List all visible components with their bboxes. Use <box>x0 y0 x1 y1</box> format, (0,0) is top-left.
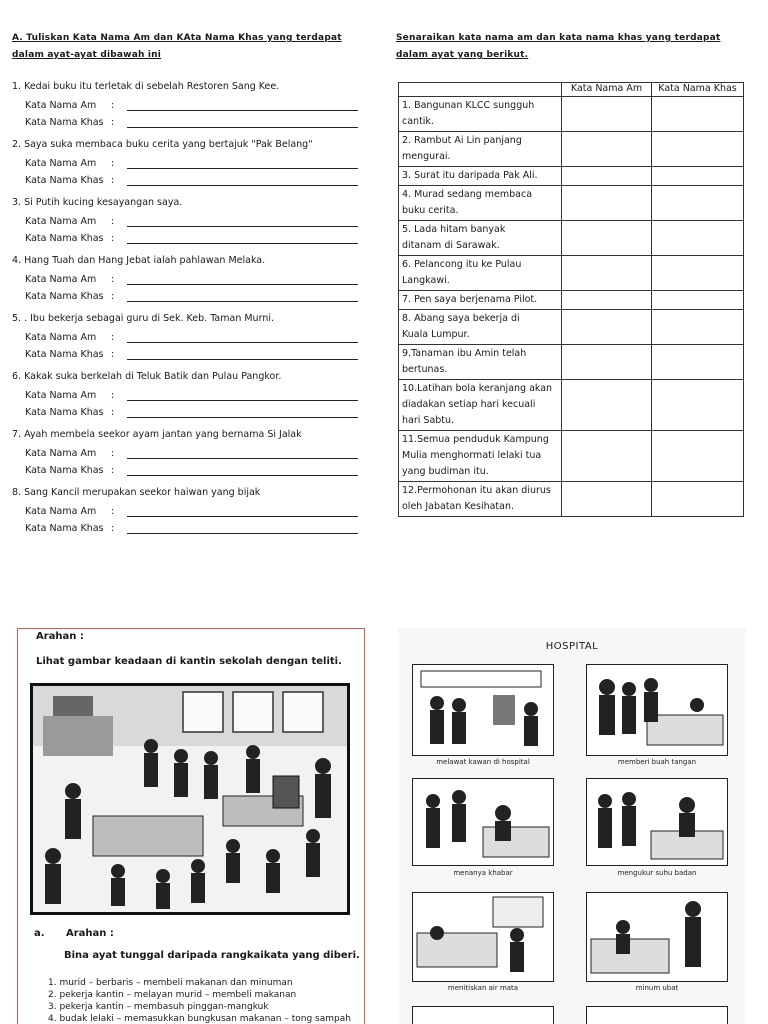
answer-line-khas <box>12 111 362 128</box>
sentence-line: oleh Jabatan Kesihatan. <box>402 501 515 512</box>
answer-label: Kata Nama Khas <box>25 291 104 302</box>
answer-blank[interactable] <box>127 118 358 128</box>
sentence-line: hari Sabtu. <box>402 415 455 426</box>
sentence-line: 9.Tanaman ibu Amin telah <box>402 348 527 359</box>
sentence-line: buku cerita. <box>402 205 459 216</box>
answer-colon: : <box>111 332 115 343</box>
question-item <box>12 196 362 244</box>
answer-line-am <box>12 384 362 401</box>
answer-colon: : <box>111 117 115 128</box>
sentence-line: 1. Bangunan KLCC sungguh <box>402 100 535 111</box>
sentence-cell <box>399 380 562 431</box>
answer-blank[interactable] <box>127 507 358 517</box>
answer-label: Kata Nama Am <box>25 216 97 227</box>
answer-label: Kata Nama Am <box>25 506 97 517</box>
canteen-exercise-panel <box>17 628 365 1024</box>
sentence-cell <box>399 221 562 256</box>
kata-nama-worksheet-left <box>12 30 362 544</box>
canteen-instruction: Lihat gambar keadaan di kantin sekolah dengan teliti. <box>36 656 342 667</box>
answer-cell-khas[interactable] <box>652 310 744 345</box>
answer-line-am <box>12 268 362 285</box>
sentence-line: 2. Rambut Ai Lin panjang <box>402 135 522 146</box>
phrase-item: 2. pekerja kantin – melayan murid – membeli makanan <box>48 990 297 1000</box>
take-medicine-icon <box>587 893 726 980</box>
question-text: 6. Kakak suka berkelah di Teluk Batik dan Pulau Pangkor. <box>12 371 282 382</box>
answer-line-am <box>12 326 362 343</box>
answer-cell-am[interactable] <box>562 186 652 221</box>
answer-blank[interactable] <box>127 524 358 534</box>
answer-blank[interactable] <box>127 101 358 111</box>
table-header-row <box>399 83 744 97</box>
question-item <box>12 312 362 360</box>
header-sentence <box>399 83 562 97</box>
answer-cell-am[interactable] <box>562 167 652 186</box>
caption-6: minum ubat <box>635 984 679 992</box>
answer-blank[interactable] <box>127 234 358 244</box>
answer-cell-am[interactable] <box>562 482 652 517</box>
canteen-illustration <box>30 683 350 915</box>
answer-blank[interactable] <box>127 217 358 227</box>
picture-measure-temperature <box>586 778 728 866</box>
sentence-line: 7. Pen saya berjenama Pilot. <box>402 294 538 305</box>
caption-1: melawat kawan di hospital <box>436 758 530 766</box>
table-row <box>399 167 744 186</box>
answer-label: Kata Nama Am <box>25 390 97 401</box>
sentence-line: bertunas. <box>402 364 448 375</box>
sentence-cell <box>399 132 562 167</box>
picture-visit-friend <box>412 664 554 756</box>
answer-blank[interactable] <box>127 159 358 169</box>
answer-line-khas <box>12 227 362 244</box>
sentence-line: 8. Abang saya bekerja di <box>402 313 520 324</box>
answer-line-khas <box>12 401 362 418</box>
picture-take-medicine <box>586 892 728 982</box>
answer-line-khas <box>12 517 362 534</box>
answer-blank[interactable] <box>127 391 358 401</box>
answer-colon: : <box>111 274 115 285</box>
caption-5: menitiskan air mata <box>447 984 519 992</box>
answer-cell-am[interactable] <box>562 431 652 482</box>
picture-8-partial <box>586 1006 728 1024</box>
answer-cell-khas[interactable] <box>652 291 744 310</box>
answer-label: Kata Nama Am <box>25 448 97 459</box>
question-text: 7. Ayah membela seekor ayam jantan yang bernama Si Jalak <box>12 429 302 440</box>
answer-label: Kata Nama Khas <box>25 465 104 476</box>
answer-line-am <box>12 442 362 459</box>
answer-colon: : <box>111 233 115 244</box>
answer-blank[interactable] <box>127 275 358 285</box>
kata-nama-worksheet-right <box>396 30 746 512</box>
answer-line-am <box>12 94 362 111</box>
caption-2: memberi buah tangan <box>617 758 697 766</box>
question-item <box>12 486 362 534</box>
hospital-picture-panel <box>398 628 746 1024</box>
answer-line-khas <box>12 169 362 186</box>
section-instruction: Bina ayat tunggal daripada rangkaikata yang diberi. <box>64 950 360 961</box>
header-kata-nama-am: Kata Nama Am <box>562 83 652 97</box>
answer-colon: : <box>111 448 115 459</box>
ask-news-icon <box>413 779 552 864</box>
phrase-item: 4. budak lelaki – memasukkan bungkusan makanan – tong sampah <box>48 1014 351 1024</box>
answer-blank[interactable] <box>127 333 358 343</box>
answer-colon: : <box>111 349 115 360</box>
answer-label: Kata Nama Khas <box>25 175 104 186</box>
sentence-line: 3. Surat itu daripada Pak Ali. <box>402 170 538 181</box>
answer-colon: : <box>111 506 115 517</box>
sentence-cell <box>399 97 562 132</box>
answer-line-khas <box>12 285 362 302</box>
sentence-line: 11.Semua penduduk Kampung <box>402 434 549 445</box>
sentence-cell <box>399 345 562 380</box>
question-text: 8. Sang Kancil merupakan seekor haiwan yang bijak <box>12 487 261 498</box>
question-item <box>12 254 362 302</box>
answer-label: Kata Nama Khas <box>25 233 104 244</box>
phrase-list <box>48 977 351 1024</box>
sentence-line: 12.Permohonan itu akan diurus <box>402 485 551 496</box>
answer-line-khas <box>12 459 362 476</box>
answer-cell-am[interactable] <box>562 97 652 132</box>
header-kata-nama-khas: Kata Nama Khas <box>652 83 744 97</box>
measure-temperature-icon <box>587 779 726 864</box>
sentence-line: 6. Pelancong itu ke Pulau <box>402 259 522 270</box>
answer-label: Kata Nama Khas <box>25 407 104 418</box>
question-item <box>12 370 362 418</box>
answer-cell-am[interactable] <box>562 132 652 167</box>
canteen-heading: Arahan : <box>36 631 84 642</box>
question-text: 3. Si Putih kucing kesayangan saya. <box>12 197 183 208</box>
answer-colon: : <box>111 100 115 111</box>
question-text: 4. Hang Tuah dan Hang Jebat ialah pahlawan Melaka. <box>12 255 266 266</box>
sentence-line: diadakan setiap hari kecuali <box>402 399 536 410</box>
answer-blank[interactable] <box>127 466 358 476</box>
answer-cell-khas[interactable] <box>652 186 744 221</box>
answer-colon: : <box>111 291 115 302</box>
worksheet-title-line1: A. Tuliskan Kata Nama Am dan KAta Nama Khas yang terdapat <box>12 33 342 43</box>
sentence-cell <box>399 431 562 482</box>
question-text: 1. Kedai buku itu terletak di sebelah Restoren Sang Kee. <box>12 81 280 92</box>
answer-cell-khas[interactable] <box>652 221 744 256</box>
table-row <box>399 431 744 482</box>
worksheet-title-line2: dalam ayat-ayat dibawah ini <box>12 50 162 60</box>
sentence-cell <box>399 310 562 345</box>
table-worksheet-title-line2: dalam ayat yang berikut. <box>396 50 529 60</box>
answer-cell-am[interactable] <box>562 256 652 291</box>
table-row <box>399 256 744 291</box>
sentence-line: 4. Murad sedang membaca <box>402 189 533 200</box>
answer-line-am <box>12 210 362 227</box>
answer-line-khas <box>12 343 362 360</box>
caption-3: menanya khabar <box>453 869 513 877</box>
answer-label: Kata Nama Am <box>25 100 97 111</box>
question-item <box>12 138 362 186</box>
sentence-line: yang budiman itu. <box>402 466 489 477</box>
table-row <box>399 186 744 221</box>
answer-cell-khas[interactable] <box>652 380 744 431</box>
answer-cell-khas[interactable] <box>652 431 744 482</box>
answer-cell-khas[interactable] <box>652 345 744 380</box>
answer-colon: : <box>111 158 115 169</box>
answer-label: Kata Nama Am <box>25 158 97 169</box>
answer-line-am <box>12 152 362 169</box>
section-letter: a. <box>34 928 45 939</box>
answer-colon: : <box>111 390 115 401</box>
picture-give-gift <box>586 664 728 756</box>
visit-hospital-icon <box>413 665 552 754</box>
answer-colon: : <box>111 407 115 418</box>
table-row <box>399 97 744 132</box>
sentence-line: ditanam di Sarawak. <box>402 240 500 251</box>
answer-blank[interactable] <box>127 176 358 186</box>
sentence-cell <box>399 482 562 517</box>
sentence-line: mengurai. <box>402 151 451 162</box>
answer-colon: : <box>111 175 115 186</box>
answer-blank[interactable] <box>127 408 358 418</box>
table-worksheet-title-line1: Senaraikan kata nama am dan kata nama khas yang terdapat <box>396 33 721 43</box>
answer-cell-am[interactable] <box>562 221 652 256</box>
table-row <box>399 482 744 517</box>
table-row <box>399 291 744 310</box>
question-text: 5. . Ibu bekerja sebagai guru di Sek. Keb. Taman Murni. <box>12 313 275 324</box>
answer-cell-am[interactable] <box>562 310 652 345</box>
answer-line-am <box>12 500 362 517</box>
answer-cell-khas[interactable] <box>652 132 744 167</box>
answer-colon: : <box>111 523 115 534</box>
sentence-cell <box>399 186 562 221</box>
sentence-line: 10.Latihan bola keranjang akan <box>402 383 553 394</box>
shed-tears-icon <box>413 893 552 980</box>
answer-blank[interactable] <box>127 292 358 302</box>
answer-cell-am[interactable] <box>562 291 652 310</box>
answer-colon: : <box>111 216 115 227</box>
caption-4: mengukur suhu badan <box>617 869 697 877</box>
table-row <box>399 221 744 256</box>
answer-label: Kata Nama Khas <box>25 117 104 128</box>
sentence-cell <box>399 167 562 186</box>
answer-label: Kata Nama Khas <box>25 349 104 360</box>
kata-nama-table <box>398 82 744 517</box>
question-item <box>12 80 362 128</box>
answer-cell-khas[interactable] <box>652 97 744 132</box>
question-list <box>12 80 362 534</box>
sentence-line: cantik. <box>402 116 434 127</box>
canteen-scene-icon <box>33 686 347 912</box>
answer-label: Kata Nama Khas <box>25 523 104 534</box>
question-item <box>12 428 362 476</box>
answer-cell-khas[interactable] <box>652 482 744 517</box>
answer-cell-khas[interactable] <box>652 256 744 291</box>
answer-blank[interactable] <box>127 350 358 360</box>
sentence-line: 5. Lada hitam banyak <box>402 224 506 235</box>
table-row <box>399 132 744 167</box>
answer-cell-khas[interactable] <box>652 167 744 186</box>
sentence-cell <box>399 256 562 291</box>
table-row <box>399 380 744 431</box>
table-row <box>399 310 744 345</box>
answer-cell-am[interactable] <box>562 345 652 380</box>
answer-blank[interactable] <box>127 449 358 459</box>
sentence-cell <box>399 291 562 310</box>
question-text: 2. Saya suka membaca buku cerita yang bertajuk "Pak Belang" <box>12 139 313 150</box>
answer-cell-am[interactable] <box>562 380 652 431</box>
give-gift-icon <box>587 665 726 754</box>
picture-ask-news <box>412 778 554 866</box>
sentence-line: Mulia menghormati lelaki tua <box>402 450 542 461</box>
section-heading: Arahan : <box>66 928 114 939</box>
answer-label: Kata Nama Am <box>25 274 97 285</box>
picture-7-partial <box>412 1006 554 1024</box>
answer-label: Kata Nama Am <box>25 332 97 343</box>
sentence-line: Kuala Lumpur. <box>402 329 470 340</box>
table-row <box>399 345 744 380</box>
sentence-line: Langkawi. <box>402 275 450 286</box>
hospital-title: HOSPITAL <box>545 641 599 652</box>
picture-shed-tears <box>412 892 554 982</box>
phrase-item: 3. pekerja kantin – membasuh pinggan-mangkuk <box>48 1002 269 1012</box>
answer-colon: : <box>111 465 115 476</box>
phrase-item: 1. murid – berbaris – membeli makanan dan minuman <box>48 978 293 988</box>
